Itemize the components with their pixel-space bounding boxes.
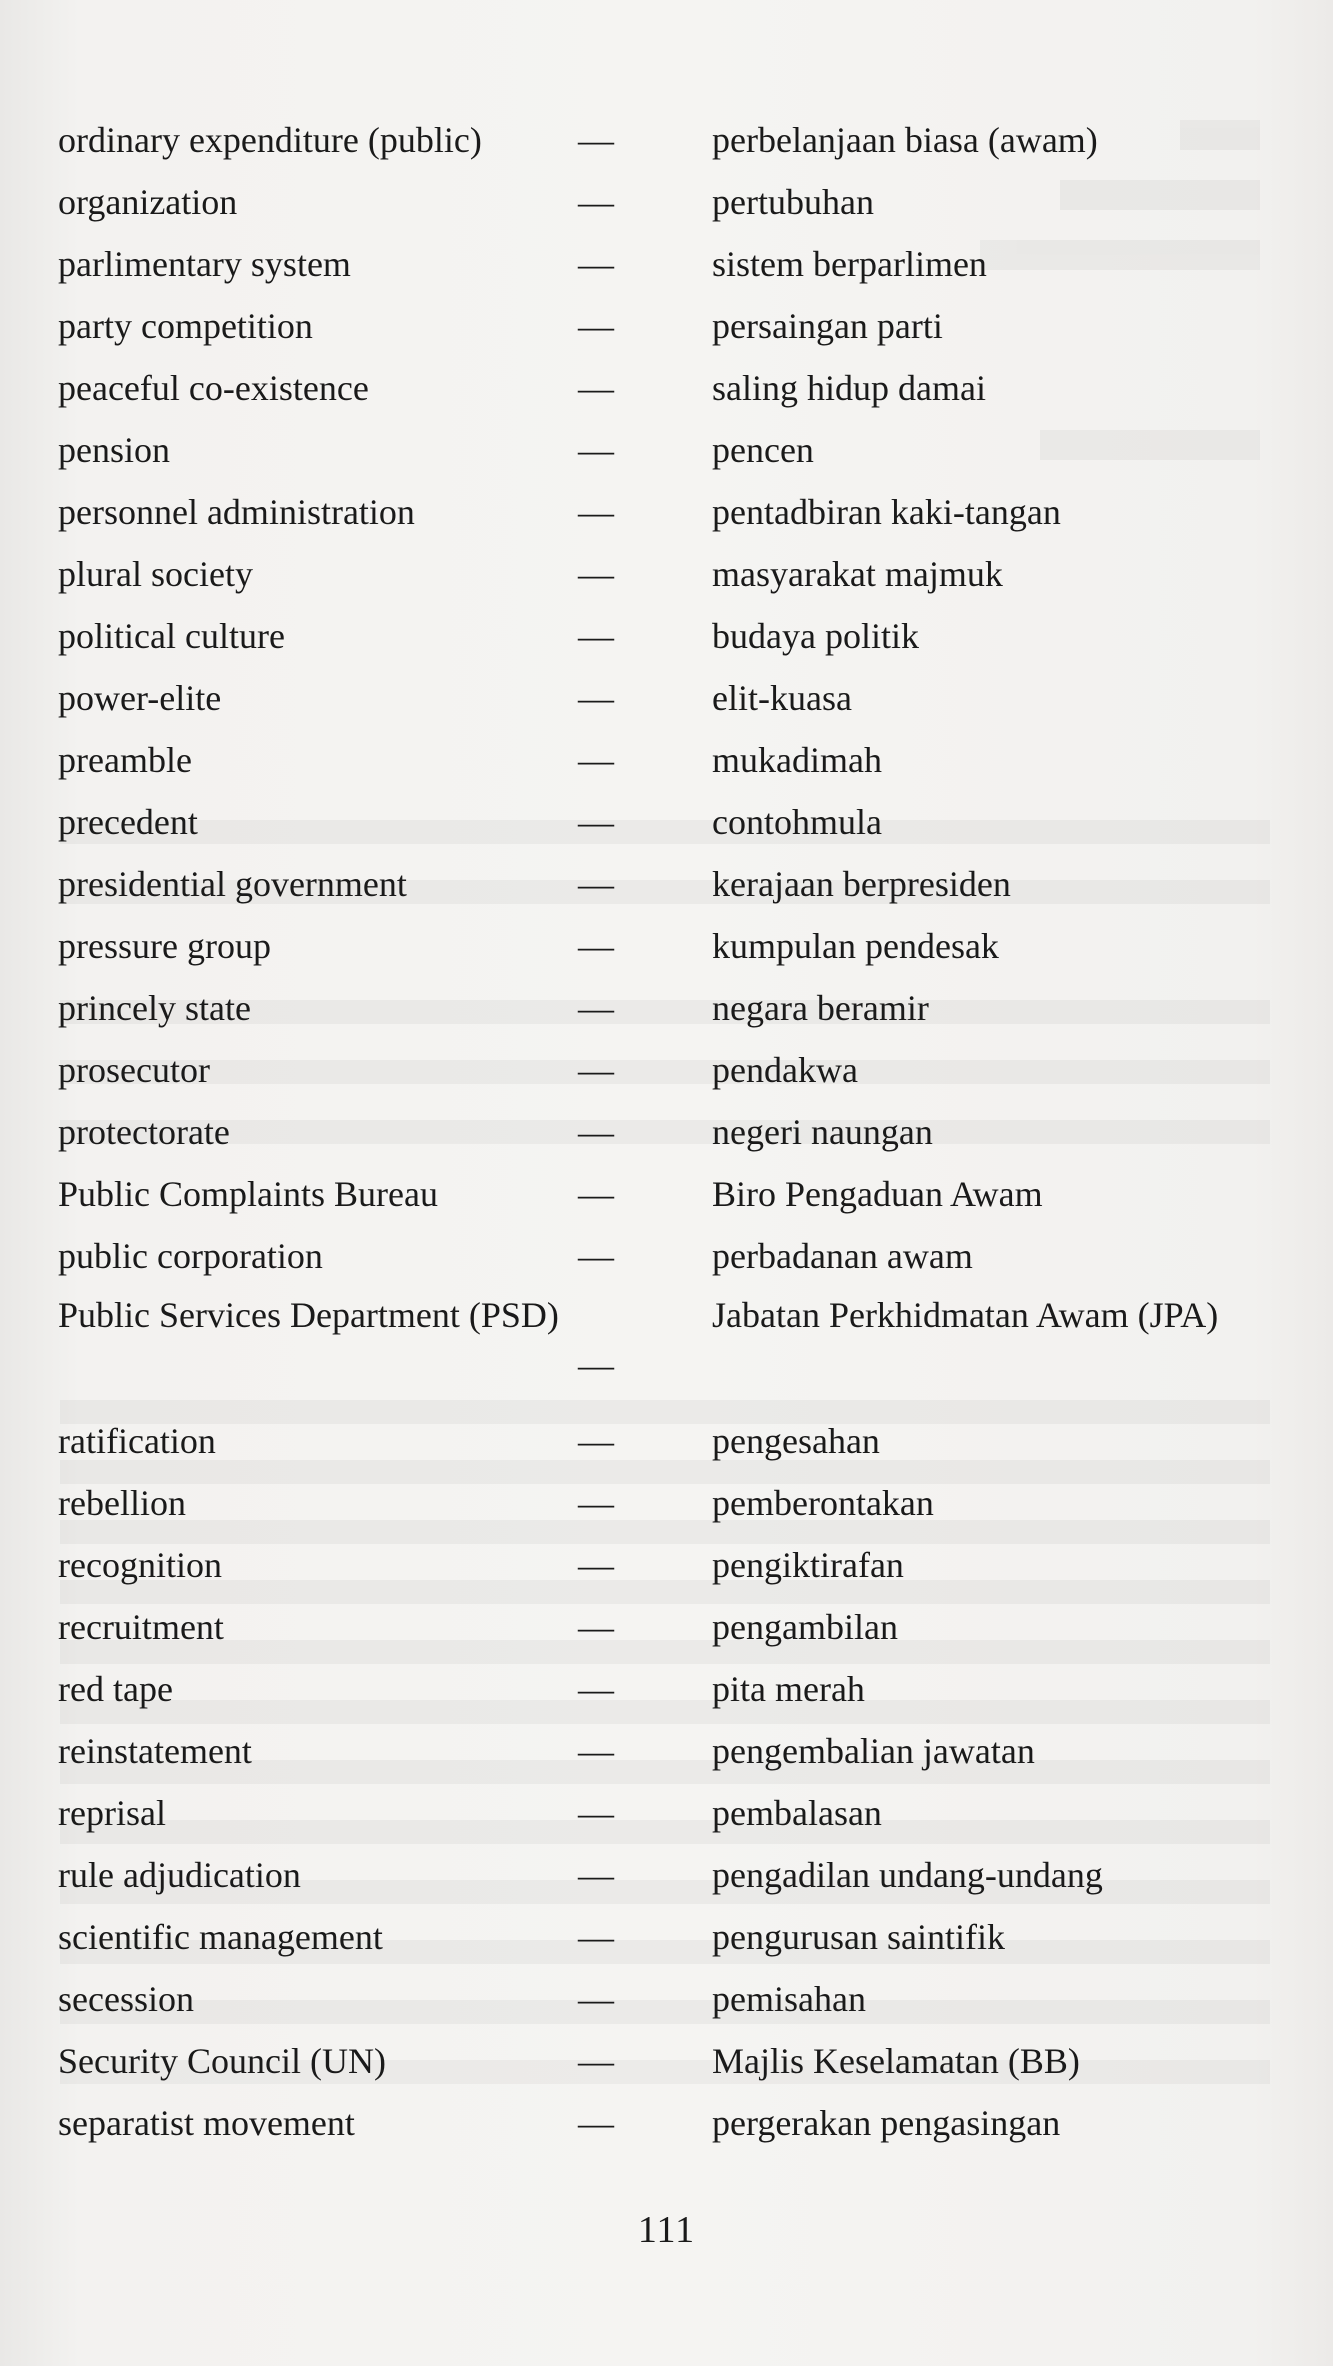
glossary-entry [0, 239, 1333, 289]
term-malay: pemisahan [712, 1979, 866, 2019]
term-malay: pengiktirafan [712, 1545, 904, 1585]
term-english: political culture [58, 616, 285, 656]
glossary-entry [0, 735, 1333, 785]
glossary-entry [0, 673, 1333, 723]
term-english: ordinary expenditure (public) [58, 120, 482, 160]
glossary-entry [0, 983, 1333, 1033]
glossary-entry [0, 1169, 1333, 1219]
separator-dash: — [578, 1917, 614, 1957]
separator-dash: — [578, 306, 614, 346]
glossary-entry [0, 1540, 1333, 1590]
term-malay: pemberontakan [712, 1483, 934, 1523]
page-number: 111 [637, 2209, 696, 2251]
separator-dash: — [578, 1345, 614, 1385]
term-english: preamble [58, 740, 192, 780]
glossary-entry [0, 1974, 1333, 2024]
separator-dash: — [578, 678, 614, 718]
term-malay: negara beramir [712, 988, 929, 1028]
separator-dash: — [578, 1050, 614, 1090]
separator-dash: — [578, 1731, 614, 1771]
term-malay: negeri naungan [712, 1112, 933, 1152]
glossary-entry [0, 1416, 1333, 1466]
separator-dash: — [578, 1979, 614, 2019]
term-english: princely state [58, 988, 251, 1028]
term-english: party competition [58, 306, 313, 346]
term-english: red tape [58, 1669, 173, 1709]
term-english: pressure group [58, 926, 271, 966]
term-english: peaceful co-existence [58, 368, 369, 408]
term-malay: Biro Pengaduan Awam [712, 1174, 1043, 1214]
separator-dash: — [578, 120, 614, 160]
separator-dash: — [578, 368, 614, 408]
term-english: pension [58, 430, 170, 470]
separator-dash: — [578, 2041, 614, 2081]
glossary-entry [0, 425, 1333, 475]
term-english: scientific management [58, 1917, 383, 1957]
term-english: Security Council (UN) [58, 2041, 386, 2081]
glossary-entry [0, 1912, 1333, 1962]
term-english: presidential government [58, 864, 407, 904]
term-english: personnel administration [58, 492, 415, 532]
separator-dash: — [578, 1793, 614, 1833]
term-malay: pita merah [712, 1669, 865, 1709]
glossary-entry [0, 487, 1333, 537]
term-malay: mukadimah [712, 740, 882, 780]
term-english: Public Services Department (PSD) [58, 1295, 559, 1335]
glossary-entry [0, 1478, 1333, 1528]
term-malay: contohmula [712, 802, 882, 842]
term-malay: pengembalian jawatan [712, 1731, 1035, 1771]
term-english: rebellion [58, 1483, 186, 1523]
term-malay: pengambilan [712, 1607, 898, 1647]
separator-dash: — [578, 1421, 614, 1461]
separator-dash: — [578, 1607, 614, 1647]
separator-dash: — [578, 430, 614, 470]
glossary-entry [0, 1788, 1333, 1838]
separator-dash: — [578, 1483, 614, 1523]
term-malay: pertubuhan [712, 182, 874, 222]
term-english: recruitment [58, 1607, 224, 1647]
glossary-entry [0, 301, 1333, 351]
term-english: separatist movement [58, 2103, 355, 2143]
term-english: prosecutor [58, 1050, 210, 1090]
glossary-entry [0, 1107, 1333, 1157]
term-malay: pergerakan pengasingan [712, 2103, 1061, 2143]
glossary-entry [0, 1045, 1333, 1095]
separator-dash: — [578, 802, 614, 842]
term-malay: saling hidup damai [712, 368, 986, 408]
term-malay: sistem berparlimen [712, 244, 987, 284]
term-malay: pencen [712, 430, 814, 470]
term-english: recognition [58, 1545, 222, 1585]
glossary-entry [0, 115, 1333, 165]
term-malay: Jabatan Perkhidmatan Awam (JPA) [712, 1295, 1219, 1335]
separator-dash: — [578, 1669, 614, 1709]
term-malay: kumpulan pendesak [712, 926, 999, 966]
term-malay: elit-kuasa [712, 678, 852, 718]
term-malay: perbelanjaan biasa (awam) [712, 120, 1098, 160]
glossary-entry [0, 859, 1333, 909]
glossary-entry [0, 1602, 1333, 1652]
term-english: power-elite [58, 678, 222, 718]
term-malay: budaya politik [712, 616, 919, 656]
term-malay: pentadbiran kaki-tangan [712, 492, 1061, 532]
glossary-entry [0, 1850, 1333, 1900]
separator-dash: — [578, 244, 614, 284]
glossary-entry [0, 1231, 1333, 1281]
term-malay: perbadanan awam [712, 1236, 973, 1276]
term-english: ratification [58, 1421, 216, 1461]
separator-dash: — [578, 926, 614, 966]
separator-dash: — [578, 864, 614, 904]
separator-dash: — [578, 616, 614, 656]
term-malay: masyarakat majmuk [712, 554, 1003, 594]
term-malay: persaingan parti [712, 306, 943, 346]
separator-dash: — [578, 1112, 614, 1152]
term-english: precedent [58, 802, 198, 842]
term-malay: pengurusan saintifik [712, 1917, 1005, 1957]
glossary-entry [0, 611, 1333, 661]
separator-dash: — [578, 988, 614, 1028]
term-english: Public Complaints Bureau [58, 1174, 438, 1214]
separator-dash: — [578, 554, 614, 594]
separator-dash: — [578, 492, 614, 532]
separator-dash: — [578, 1174, 614, 1214]
term-malay: pembalasan [712, 1793, 882, 1833]
term-english: protectorate [58, 1112, 230, 1152]
term-english: public corporation [58, 1236, 323, 1276]
glossary-entry [0, 1664, 1333, 1714]
separator-dash: — [578, 182, 614, 222]
term-malay: pendakwa [712, 1050, 858, 1090]
glossary-entry [0, 363, 1333, 413]
term-malay: Majlis Keselamatan (BB) [712, 2041, 1080, 2081]
glossary-entry [0, 921, 1333, 971]
separator-dash: — [578, 740, 614, 780]
separator-dash: — [578, 2103, 614, 2143]
glossary-entry [0, 177, 1333, 227]
term-malay: pengadilan undang-undang [712, 1855, 1103, 1895]
term-english: organization [58, 182, 238, 222]
separator-dash: — [578, 1545, 614, 1585]
glossary-entry [0, 797, 1333, 847]
separator-dash: — [578, 1236, 614, 1276]
separator-dash: — [578, 1855, 614, 1895]
glossary-entry [0, 549, 1333, 599]
term-english: reinstatement [58, 1731, 252, 1771]
glossary-entry [0, 1290, 1333, 1390]
term-english: parlimentary system [58, 244, 351, 284]
term-english: secession [58, 1979, 194, 2019]
glossary-entry [0, 2036, 1333, 2086]
term-malay: pengesahan [712, 1421, 880, 1461]
glossary-entry [0, 2098, 1333, 2148]
term-english: reprisal [58, 1793, 166, 1833]
term-english: rule adjudication [58, 1855, 301, 1895]
term-malay: kerajaan berpresiden [712, 864, 1011, 904]
glossary-entry [0, 1726, 1333, 1776]
term-english: plural society [58, 554, 253, 594]
